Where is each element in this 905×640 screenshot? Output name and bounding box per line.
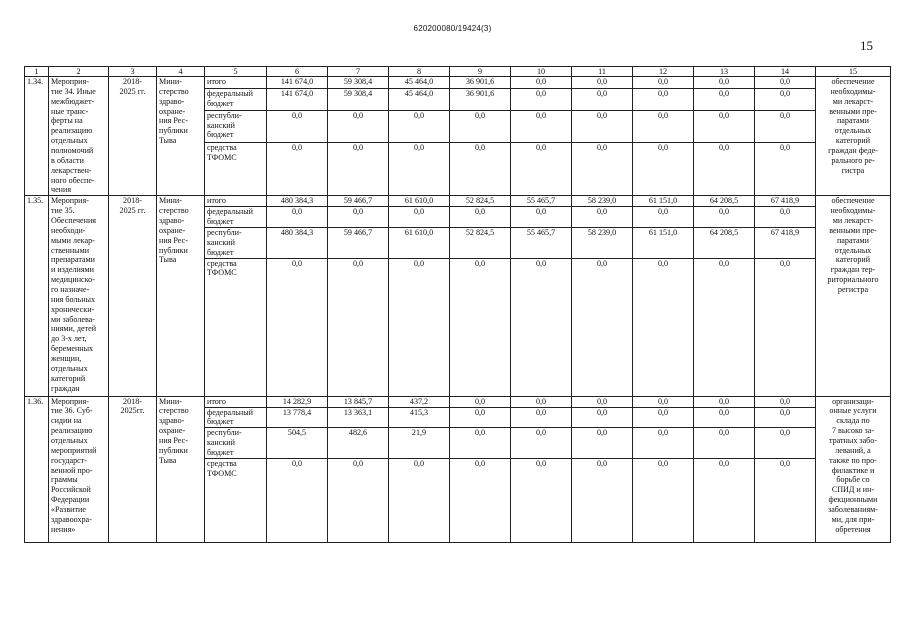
amount-cell: 0,0 bbox=[755, 458, 816, 542]
amount-cell: 64 208,5 bbox=[694, 196, 755, 207]
amount-cell: 0,0 bbox=[328, 207, 389, 228]
amount-cell: 0,0 bbox=[572, 143, 633, 196]
amount-cell: 480 384,3 bbox=[267, 196, 328, 207]
period-cell: 2018- 2025гг. bbox=[109, 396, 157, 542]
amount-cell: 0,0 bbox=[267, 458, 328, 542]
amount-cell: 480 384,3 bbox=[267, 228, 328, 259]
column-number-header: 8 bbox=[389, 67, 450, 77]
amount-cell: 0,0 bbox=[450, 110, 511, 142]
amount-cell: 0,0 bbox=[450, 143, 511, 196]
amount-cell: 0,0 bbox=[633, 143, 694, 196]
amount-cell: 504,5 bbox=[267, 428, 328, 459]
amount-cell: 55 465,7 bbox=[511, 196, 572, 207]
amount-cell: 0,0 bbox=[755, 396, 816, 407]
amount-cell: 0,0 bbox=[328, 458, 389, 542]
amount-cell: 45 464,0 bbox=[389, 77, 450, 89]
amount-cell: 36 901,6 bbox=[450, 77, 511, 89]
page-number: 15 bbox=[860, 38, 873, 53]
funding-source-cell: республи- канский бюджет bbox=[205, 110, 267, 142]
column-number-header: 5 bbox=[205, 67, 267, 77]
amount-cell: 0,0 bbox=[694, 110, 755, 142]
executor-cell: Мини- стерство здраво- охране- ния Рес- публики Тыва bbox=[157, 196, 205, 396]
amount-cell: 0,0 bbox=[633, 407, 694, 428]
amount-cell: 0,0 bbox=[572, 207, 633, 228]
amount-cell: 0,0 bbox=[694, 458, 755, 542]
amount-cell: 0,0 bbox=[755, 258, 816, 396]
funding-source-cell: средства ТФОМС bbox=[205, 258, 267, 396]
amount-cell: 141 674,0 bbox=[267, 88, 328, 110]
amount-cell: 61 151,0 bbox=[633, 228, 694, 259]
column-number-header-row bbox=[25, 67, 891, 77]
amount-cell: 0,0 bbox=[450, 258, 511, 396]
amount-cell: 61 610,0 bbox=[389, 196, 450, 207]
funding-source-cell: итого bbox=[205, 196, 267, 207]
expected-result-cell: организаци- онные услуги склада по 7 высоко за- тратных забо- леваний, а также по про- филактике и борьбе со СПИД и ин- фекционными заболеваниям- ми, для при- обретения bbox=[816, 396, 891, 542]
amount-cell: 0,0 bbox=[572, 428, 633, 459]
amount-cell: 36 901,6 bbox=[450, 88, 511, 110]
column-number-header: 11 bbox=[572, 67, 633, 77]
amount-cell: 59 466,7 bbox=[328, 196, 389, 207]
amount-cell: 52 824,5 bbox=[450, 228, 511, 259]
funding-source-cell: средства ТФОМС bbox=[205, 458, 267, 542]
amount-cell: 0,0 bbox=[633, 207, 694, 228]
amount-cell: 0,0 bbox=[755, 428, 816, 459]
amount-cell: 0,0 bbox=[572, 407, 633, 428]
funding-source-cell: средства ТФОМС bbox=[205, 143, 267, 196]
funding-source-cell: итого bbox=[205, 396, 267, 407]
expected-result-cell: обеспечение необходимы- ми лекарст- венными пре- паратами отдельных категорий граждан тер- риториального регистра bbox=[816, 196, 891, 396]
column-number-header: 6 bbox=[267, 67, 328, 77]
document-code: 620200080/19424(3) bbox=[413, 24, 492, 33]
amount-cell: 0,0 bbox=[633, 458, 694, 542]
amount-cell: 59 308,4 bbox=[328, 88, 389, 110]
amount-cell: 45 464,0 bbox=[389, 88, 450, 110]
amount-cell: 0,0 bbox=[572, 88, 633, 110]
amount-cell: 141 674,0 bbox=[267, 77, 328, 89]
amount-cell: 13 778,4 bbox=[267, 407, 328, 428]
executor-cell: Мини- стерство здраво- охране- ния Рес- публики Тыва bbox=[157, 396, 205, 542]
period-cell: 2018- 2025 гг. bbox=[109, 77, 157, 196]
amount-cell: 0,0 bbox=[572, 110, 633, 142]
column-number-header: 7 bbox=[328, 67, 389, 77]
column-number-header: 1 bbox=[25, 67, 49, 77]
amount-cell: 0,0 bbox=[694, 428, 755, 459]
amount-cell: 0,0 bbox=[755, 77, 816, 89]
amount-cell: 0,0 bbox=[450, 207, 511, 228]
amount-cell: 61 610,0 bbox=[389, 228, 450, 259]
measure-name-cell: Мероприя- тие 36. Суб- сидии на реализацию отдельных мероприятий государст- венной про- граммы Российской Федерации «Развитие здравоохра- нения» bbox=[49, 396, 109, 542]
measure-number-cell: 1.34. bbox=[25, 77, 49, 196]
amount-cell: 0,0 bbox=[328, 258, 389, 396]
period-cell: 2018- 2025 гг. bbox=[109, 196, 157, 396]
table-row bbox=[25, 396, 891, 407]
amount-cell: 0,0 bbox=[755, 110, 816, 142]
amount-cell: 0,0 bbox=[633, 258, 694, 396]
amount-cell: 0,0 bbox=[389, 458, 450, 542]
measure-number-cell: 1.36. bbox=[25, 396, 49, 542]
executor-cell: Мини- стерство здраво- охране- ния Рес- публики Тыва bbox=[157, 77, 205, 196]
amount-cell: 0,0 bbox=[511, 143, 572, 196]
amount-cell: 0,0 bbox=[389, 207, 450, 228]
amount-cell: 0,0 bbox=[267, 110, 328, 142]
amount-cell: 0,0 bbox=[694, 143, 755, 196]
amount-cell: 0,0 bbox=[267, 207, 328, 228]
funding-source-cell: федеральный бюджет bbox=[205, 88, 267, 110]
program-measures-table bbox=[24, 66, 891, 543]
amount-cell: 0,0 bbox=[389, 143, 450, 196]
amount-cell: 0,0 bbox=[694, 396, 755, 407]
amount-cell: 0,0 bbox=[511, 110, 572, 142]
amount-cell: 0,0 bbox=[450, 396, 511, 407]
funding-source-cell: итого bbox=[205, 77, 267, 89]
amount-cell: 0,0 bbox=[511, 207, 572, 228]
amount-cell: 55 465,7 bbox=[511, 228, 572, 259]
amount-cell: 0,0 bbox=[511, 88, 572, 110]
column-number-header: 13 bbox=[694, 67, 755, 77]
amount-cell: 0,0 bbox=[511, 458, 572, 542]
funding-source-cell: федеральный бюджет bbox=[205, 407, 267, 428]
amount-cell: 0,0 bbox=[511, 77, 572, 89]
column-number-header: 9 bbox=[450, 67, 511, 77]
funding-source-cell: федеральный бюджет bbox=[205, 207, 267, 228]
amount-cell: 0,0 bbox=[633, 110, 694, 142]
amount-cell: 0,0 bbox=[328, 110, 389, 142]
column-number-header: 10 bbox=[511, 67, 572, 77]
amount-cell: 0,0 bbox=[755, 407, 816, 428]
table-row bbox=[25, 77, 891, 89]
amount-cell: 0,0 bbox=[450, 458, 511, 542]
amount-cell: 0,0 bbox=[511, 428, 572, 459]
amount-cell: 58 239,0 bbox=[572, 228, 633, 259]
amount-cell: 0,0 bbox=[755, 88, 816, 110]
amount-cell: 0,0 bbox=[694, 258, 755, 396]
amount-cell: 0,0 bbox=[755, 207, 816, 228]
amount-cell: 0,0 bbox=[450, 407, 511, 428]
amount-cell: 52 824,5 bbox=[450, 196, 511, 207]
amount-cell: 67 418,9 bbox=[755, 228, 816, 259]
amount-cell: 0,0 bbox=[267, 258, 328, 396]
amount-cell: 437,2 bbox=[389, 396, 450, 407]
column-number-header: 12 bbox=[633, 67, 694, 77]
amount-cell: 0,0 bbox=[511, 396, 572, 407]
amount-cell: 415,3 bbox=[389, 407, 450, 428]
column-number-header: 4 bbox=[157, 67, 205, 77]
amount-cell: 13 363,1 bbox=[328, 407, 389, 428]
amount-cell: 61 151,0 bbox=[633, 196, 694, 207]
amount-cell: 0,0 bbox=[511, 407, 572, 428]
amount-cell: 0,0 bbox=[694, 207, 755, 228]
amount-cell: 58 239,0 bbox=[572, 196, 633, 207]
amount-cell: 21,9 bbox=[389, 428, 450, 459]
measure-name-cell: Мероприя- тие 34. Иные межбюджет- ные транс- ферты на реализацию отдельных полномочий в области лекарствен- ного обеспе- чения bbox=[49, 77, 109, 196]
column-number-header: 14 bbox=[755, 67, 816, 77]
amount-cell: 0,0 bbox=[572, 458, 633, 542]
table-row bbox=[25, 196, 891, 207]
amount-cell: 0,0 bbox=[633, 77, 694, 89]
amount-cell: 59 466,7 bbox=[328, 228, 389, 259]
amount-cell: 0,0 bbox=[633, 396, 694, 407]
amount-cell: 482,6 bbox=[328, 428, 389, 459]
funding-source-cell: республи- канский бюджет bbox=[205, 228, 267, 259]
measure-number-cell: 1.35. bbox=[25, 196, 49, 396]
amount-cell: 64 208,5 bbox=[694, 228, 755, 259]
expected-result-cell: обеспечение необходимы- ми лекарст- венными пре- паратами отдельных категорий граждан феде- рального ре- гистра bbox=[816, 77, 891, 196]
amount-cell: 0,0 bbox=[633, 88, 694, 110]
funding-source-cell: республи- канский бюджет bbox=[205, 428, 267, 459]
amount-cell: 0,0 bbox=[572, 77, 633, 89]
amount-cell: 0,0 bbox=[572, 258, 633, 396]
amount-cell: 0,0 bbox=[755, 143, 816, 196]
amount-cell: 13 845,7 bbox=[328, 396, 389, 407]
amount-cell: 0,0 bbox=[389, 110, 450, 142]
amount-cell: 0,0 bbox=[572, 396, 633, 407]
amount-cell: 0,0 bbox=[694, 77, 755, 89]
amount-cell: 0,0 bbox=[694, 407, 755, 428]
amount-cell: 0,0 bbox=[694, 88, 755, 110]
measure-name-cell: Мероприя- тие 35. Обеспечения необходи- мыми лекар- ственными препаратами и изделиями медицинско- го назначе- ния больных хронически- ми заболева- ниями, детей до 3-х лет, беременных женщин, отдельных категорий граждан bbox=[49, 196, 109, 396]
column-number-header: 15 bbox=[816, 67, 891, 77]
column-number-header: 2 bbox=[49, 67, 109, 77]
amount-cell: 0,0 bbox=[450, 428, 511, 459]
amount-cell: 67 418,9 bbox=[755, 196, 816, 207]
amount-cell: 0,0 bbox=[389, 258, 450, 396]
amount-cell: 14 282,9 bbox=[267, 396, 328, 407]
amount-cell: 0,0 bbox=[328, 143, 389, 196]
amount-cell: 0,0 bbox=[511, 258, 572, 396]
amount-cell: 0,0 bbox=[633, 428, 694, 459]
amount-cell: 0,0 bbox=[267, 143, 328, 196]
column-number-header: 3 bbox=[109, 67, 157, 77]
amount-cell: 59 308,4 bbox=[328, 77, 389, 89]
